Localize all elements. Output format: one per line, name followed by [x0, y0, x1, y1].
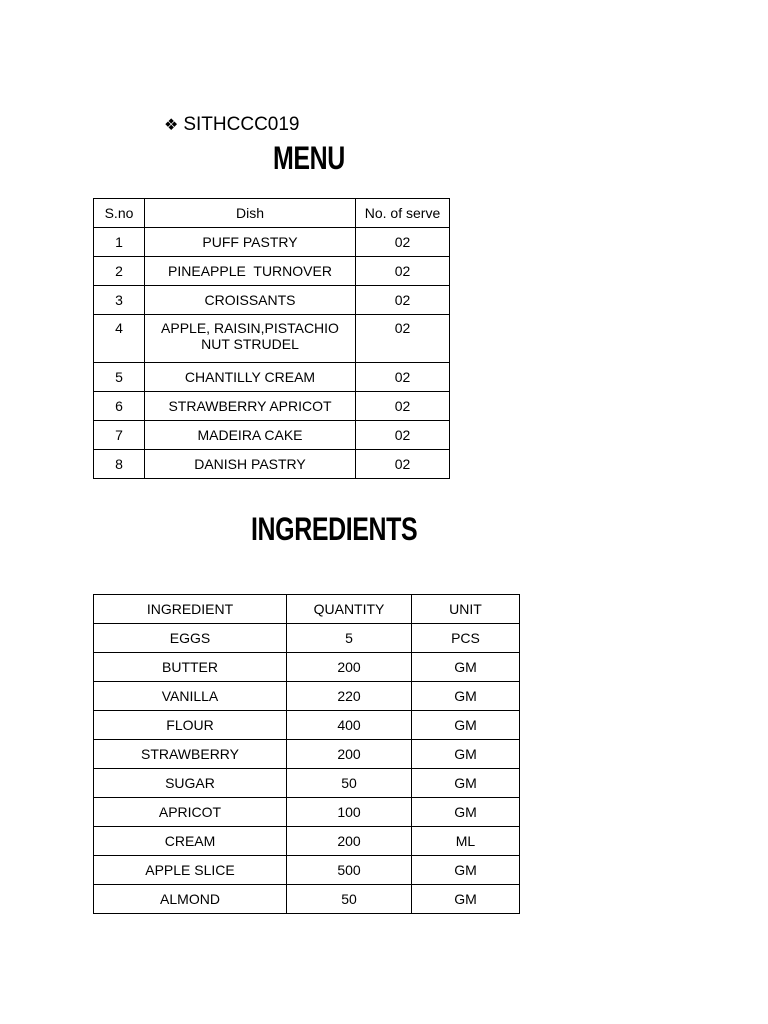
cell-serve: 02 — [356, 257, 450, 286]
cell-dish: PINEAPPLE TURNOVER — [145, 257, 356, 286]
table-row — [94, 885, 520, 914]
cell-serve: 02 — [356, 286, 450, 315]
cell-dish: CROISSANTS — [145, 286, 356, 315]
header-dish: Dish — [145, 199, 356, 228]
cell-unit: ML — [412, 827, 520, 856]
cell-ingredient: APRICOT — [94, 798, 287, 827]
unit-code-text: SITHCCC019 — [183, 114, 300, 135]
table-row — [94, 769, 520, 798]
cell-serve: 02 — [356, 315, 450, 363]
cell-ingredient: EGGS — [94, 624, 287, 653]
table-row — [94, 740, 520, 769]
menu-header-row — [94, 199, 450, 228]
cell-serve: 02 — [356, 363, 450, 392]
cell-dish: CHANTILLY CREAM — [145, 363, 356, 392]
table-row — [94, 798, 520, 827]
cell-quantity: 500 — [287, 856, 412, 885]
table-row — [94, 421, 450, 450]
header-ingredient: INGREDIENT — [94, 595, 287, 624]
cell-sno: 4 — [94, 315, 145, 363]
cell-ingredient: STRAWBERRY — [94, 740, 287, 769]
diamond-bullet-icon: ❖ — [164, 115, 179, 134]
cell-ingredient: CREAM — [94, 827, 287, 856]
cell-dish: PUFF PASTRY — [145, 228, 356, 257]
table-row — [94, 315, 450, 363]
cell-quantity: 200 — [287, 740, 412, 769]
ingredients-header-row — [94, 595, 520, 624]
cell-ingredient: SUGAR — [94, 769, 287, 798]
cell-quantity: 5 — [287, 624, 412, 653]
cell-quantity: 100 — [287, 798, 412, 827]
cell-dish: DANISH PASTRY — [145, 450, 356, 479]
cell-quantity: 200 — [287, 653, 412, 682]
cell-unit: GM — [412, 653, 520, 682]
cell-serve: 02 — [356, 421, 450, 450]
ingredients-table — [93, 594, 520, 914]
table-row — [94, 682, 520, 711]
cell-unit: GM — [412, 682, 520, 711]
cell-unit: GM — [412, 769, 520, 798]
cell-ingredient: APPLE SLICE — [94, 856, 287, 885]
cell-serve: 02 — [356, 228, 450, 257]
table-row — [94, 856, 520, 885]
header-unit: UNIT — [412, 595, 520, 624]
cell-unit: GM — [412, 856, 520, 885]
cell-ingredient: BUTTER — [94, 653, 287, 682]
table-row — [94, 392, 450, 421]
table-row — [94, 711, 520, 740]
cell-sno: 1 — [94, 228, 145, 257]
ingredients-body — [94, 624, 520, 914]
cell-dish: MADEIRA CAKE — [145, 421, 356, 450]
cell-quantity: 200 — [287, 827, 412, 856]
header-quantity: QUANTITY — [287, 595, 412, 624]
cell-sno: 2 — [94, 257, 145, 286]
table-row — [94, 363, 450, 392]
cell-quantity: 400 — [287, 711, 412, 740]
cell-quantity: 50 — [287, 769, 412, 798]
header-sno: S.no — [94, 199, 145, 228]
cell-ingredient: FLOUR — [94, 711, 287, 740]
cell-unit: GM — [412, 798, 520, 827]
cell-dish: STRAWBERRY APRICOT — [145, 392, 356, 421]
table-row — [94, 257, 450, 286]
cell-serve: 02 — [356, 392, 450, 421]
cell-unit: GM — [412, 885, 520, 914]
table-row — [94, 228, 450, 257]
cell-dish-line-2: NUT STRUDEL — [201, 336, 299, 352]
menu-table — [93, 198, 450, 479]
header-serve: No. of serve — [356, 199, 450, 228]
cell-serve: 02 — [356, 450, 450, 479]
table-row — [94, 624, 520, 653]
cell-unit: GM — [412, 740, 520, 769]
table-row — [94, 653, 520, 682]
cell-sno: 6 — [94, 392, 145, 421]
cell-dish-line-1: APPLE, RAISIN,PISTACHIO — [161, 320, 339, 336]
cell-unit: PCS — [412, 624, 520, 653]
cell-ingredient: ALMOND — [94, 885, 287, 914]
table-row — [94, 450, 450, 479]
cell-quantity: 220 — [287, 682, 412, 711]
cell-sno: 5 — [94, 363, 145, 392]
cell-sno: 8 — [94, 450, 145, 479]
cell-ingredient: VANILLA — [94, 682, 287, 711]
table-row — [94, 827, 520, 856]
ingredients-heading: INGREDIENTS — [251, 511, 418, 547]
cell-sno: 7 — [94, 421, 145, 450]
cell-dish — [145, 315, 356, 363]
cell-unit: GM — [412, 711, 520, 740]
menu-heading: MENU — [273, 140, 345, 176]
cell-sno: 3 — [94, 286, 145, 315]
cell-quantity: 50 — [287, 885, 412, 914]
table-row — [94, 286, 450, 315]
unit-code — [164, 114, 300, 136]
